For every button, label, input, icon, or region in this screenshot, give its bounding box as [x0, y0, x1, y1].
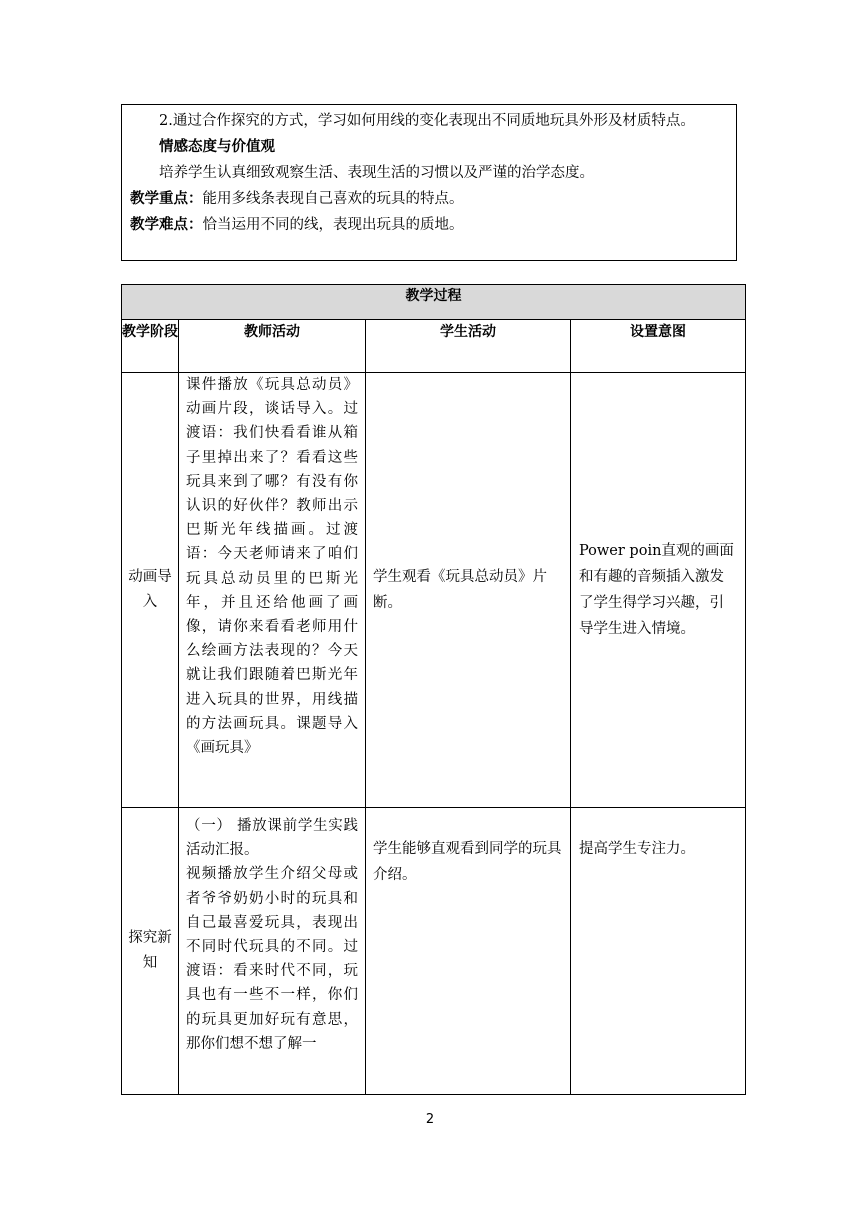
- key-point-text: 能用多线条表现自己喜欢的玩具的特点。: [202, 191, 464, 207]
- stage-cell: 探究新知: [122, 808, 179, 1095]
- page-number: 2: [425, 1112, 435, 1127]
- emotion-text: 培养学生认真细致观察生活、表现生活的习惯以及严谨的治学态度。: [159, 165, 594, 181]
- difficulty-text: 恰当运用不同的线，表现出玩具的质地。: [202, 217, 464, 233]
- difficulty-label: 教学难点：: [130, 217, 203, 233]
- table-row: [122, 808, 746, 1095]
- intent-cell: 提高学生专注力。: [571, 808, 746, 1095]
- emotion-heading: 情感态度与价值观: [159, 139, 275, 155]
- key-point: [130, 186, 729, 212]
- column-stage: 教学阶段: [122, 320, 179, 373]
- table-row: [122, 373, 746, 808]
- intent-cell: Power poin直观的画面和有趣的音频插入激发了学生得学习兴趣，引导学生进入情境。: [571, 373, 746, 808]
- student-activity-cell: 学生能够直观看到同学的玩具介绍。: [366, 808, 571, 1095]
- objective-2: 2.通过合作探究的方式，学习如何用线的变化表现出不同质地玩具外形及材质特点。: [159, 113, 695, 129]
- column-teacher: 教师活动: [179, 320, 366, 373]
- key-point-label: 教学重点：: [130, 191, 203, 207]
- stage-cell: 动画导入: [122, 373, 179, 808]
- teacher-activity-text: 视频播放学生介绍父母或者爷爷奶奶小时的玩具和自己最喜爱玩具，表现出不同时代玩具的不同。过渡语：看来时代不同，玩具也有一些不一样，你们的玩具更加好玩有意思，那你们想不想了解一: [186, 866, 358, 1052]
- teacher-activity-cell: 课件播放《玩具总动员》动画片段，谈话导入。过渡语：我们快看看谁从箱子里掉出来了？看看这些玩具来到了哪？有没有你认识的好伙伴？教师出示巴斯光年线描画。过渡语：今天老师请来了咱们玩具总动员里的巴斯光年，并且还给他画了画像，请你来看看老师用什么绘画方法表现的？今天就让我们跟随着巴斯光年进入玩具的世界，用线描的方法画玩具。课题导入《画玩具》: [179, 373, 366, 808]
- objectives-box: [121, 104, 737, 261]
- teacher-activity-cell: [179, 808, 366, 1095]
- column-student: 学生活动: [366, 320, 571, 373]
- process-title: 教学过程: [122, 285, 746, 320]
- teacher-list-item: （一） 播放课前学生实践活动汇报。: [186, 818, 358, 859]
- student-activity-cell: 学生观看《玩具总动员》片断。: [366, 373, 571, 808]
- column-intent: 设置意图: [571, 320, 746, 373]
- difficulty-point: [130, 212, 729, 238]
- process-table: [121, 284, 746, 1095]
